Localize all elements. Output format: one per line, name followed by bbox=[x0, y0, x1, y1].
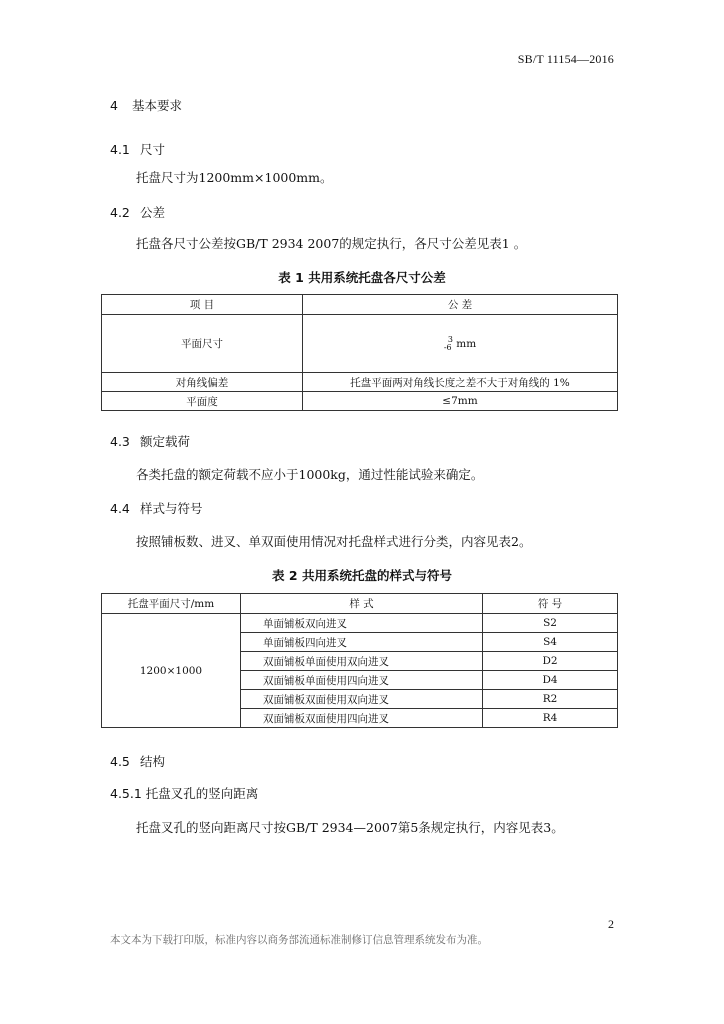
table-1-row-diagonal-value: 托盘平面两对角线长度之差不大于对角线的 1% bbox=[303, 373, 618, 392]
section-4-4-number: 4.4 bbox=[110, 501, 130, 516]
section-4-5-number: 4.5 bbox=[110, 754, 130, 769]
section-4-1-heading bbox=[110, 140, 165, 158]
section-4-4-title: 样式与符号 bbox=[140, 501, 203, 516]
section-4-1-title: 尺寸 bbox=[140, 142, 166, 157]
table-2-row-symbol: D4 bbox=[483, 671, 618, 690]
section-4-3-heading bbox=[110, 432, 190, 450]
table-1-row-plane-size-value bbox=[303, 315, 618, 373]
section-4-3-text: 各类托盘的额定荷载不应小于1000kg，通过性能试验来确定。 bbox=[136, 467, 484, 482]
table-2-header-size: 托盘平面尺寸/mm bbox=[102, 594, 241, 614]
table-1 bbox=[101, 294, 618, 411]
tolerance-lower: -6 bbox=[443, 342, 452, 352]
table-2-size-cell: 1200×1000 bbox=[102, 614, 241, 728]
section-4-2-heading bbox=[110, 203, 165, 221]
section-4-title: 基本要求 bbox=[132, 98, 183, 113]
section-4-number: 4 bbox=[110, 98, 118, 113]
section-4-5-1-heading: 4.5.1 托盘叉孔的竖向距离 bbox=[110, 786, 259, 801]
table-1-row-plane-size-item: 平面尺寸 bbox=[102, 315, 303, 373]
table-2-row-style: 双面铺板双面使用四向进叉 bbox=[241, 709, 483, 728]
section-4-3-number: 4.3 bbox=[110, 434, 130, 449]
section-4-5-title: 结构 bbox=[140, 754, 166, 769]
table-2-header-style: 样 式 bbox=[241, 594, 483, 614]
table-1-row-diagonal-item: 对角线偏差 bbox=[102, 373, 303, 392]
section-4-2-title: 公差 bbox=[140, 205, 166, 220]
table-2 bbox=[101, 593, 618, 728]
table-2-row-symbol: R2 bbox=[483, 690, 618, 709]
section-4-4-text: 按照铺板数、进叉、单双面使用情况对托盘样式进行分类，内容见表2。 bbox=[136, 534, 532, 549]
section-4-5-1-text: 托盘叉孔的竖向距离尺寸按GB/T 2934—2007第5条规定执行，内容见表3。 bbox=[136, 820, 564, 835]
table-2-row-symbol: R4 bbox=[483, 709, 618, 728]
page-number: 2 bbox=[608, 917, 614, 931]
tolerance-fraction bbox=[444, 336, 453, 352]
footer-disclaimer: 本文本为下载打印版，标准内容以商务部流通标准制修订信息管理系统发布为准。 bbox=[110, 934, 488, 946]
table-1-row-flatness-item: 平面度 bbox=[102, 392, 303, 411]
table-2-row-style: 双面铺板双面使用双向进叉 bbox=[241, 690, 483, 709]
section-4-heading bbox=[110, 96, 182, 114]
table-2-row-style: 双面铺板单面使用四向进叉 bbox=[241, 671, 483, 690]
table-1-header-item: 项 目 bbox=[102, 295, 303, 315]
table-1-caption: 表 1 共用系统托盘各尺寸公差 bbox=[278, 270, 446, 285]
table-1-row-flatness-value: ≤7mm bbox=[303, 392, 618, 411]
table-1-header-tolerance: 公 差 bbox=[303, 295, 618, 315]
standard-code: SB/T 11154—2016 bbox=[517, 52, 614, 66]
section-4-1-number: 4.1 bbox=[110, 142, 130, 157]
table-2-row-symbol: D2 bbox=[483, 652, 618, 671]
section-4-5-heading bbox=[110, 752, 165, 770]
table-2-row-style: 单面铺板双向进叉 bbox=[241, 614, 483, 633]
table-2-caption: 表 2 共用系统托盘的样式与符号 bbox=[272, 568, 452, 583]
tolerance-unit: mm bbox=[456, 337, 477, 350]
section-4-4-heading bbox=[110, 499, 203, 517]
table-2-row-symbol: S2 bbox=[483, 614, 618, 633]
table-2-row-style: 单面铺板四向进叉 bbox=[241, 633, 483, 652]
tolerance-upper: 3 bbox=[447, 334, 453, 344]
table-2-header-symbol: 符 号 bbox=[483, 594, 618, 614]
section-4-2-number: 4.2 bbox=[110, 205, 130, 220]
section-4-1-text: 托盘尺寸为1200mm×1000mm。 bbox=[136, 170, 333, 185]
section-4-3-title: 额定载荷 bbox=[140, 434, 191, 449]
section-4-2-text: 托盘各尺寸公差按GB/T 2934 2007的规定执行，各尺寸公差见表1 。 bbox=[136, 236, 527, 251]
table-2-row-style: 双面铺板单面使用双向进叉 bbox=[241, 652, 483, 671]
table-2-row-symbol: S4 bbox=[483, 633, 618, 652]
